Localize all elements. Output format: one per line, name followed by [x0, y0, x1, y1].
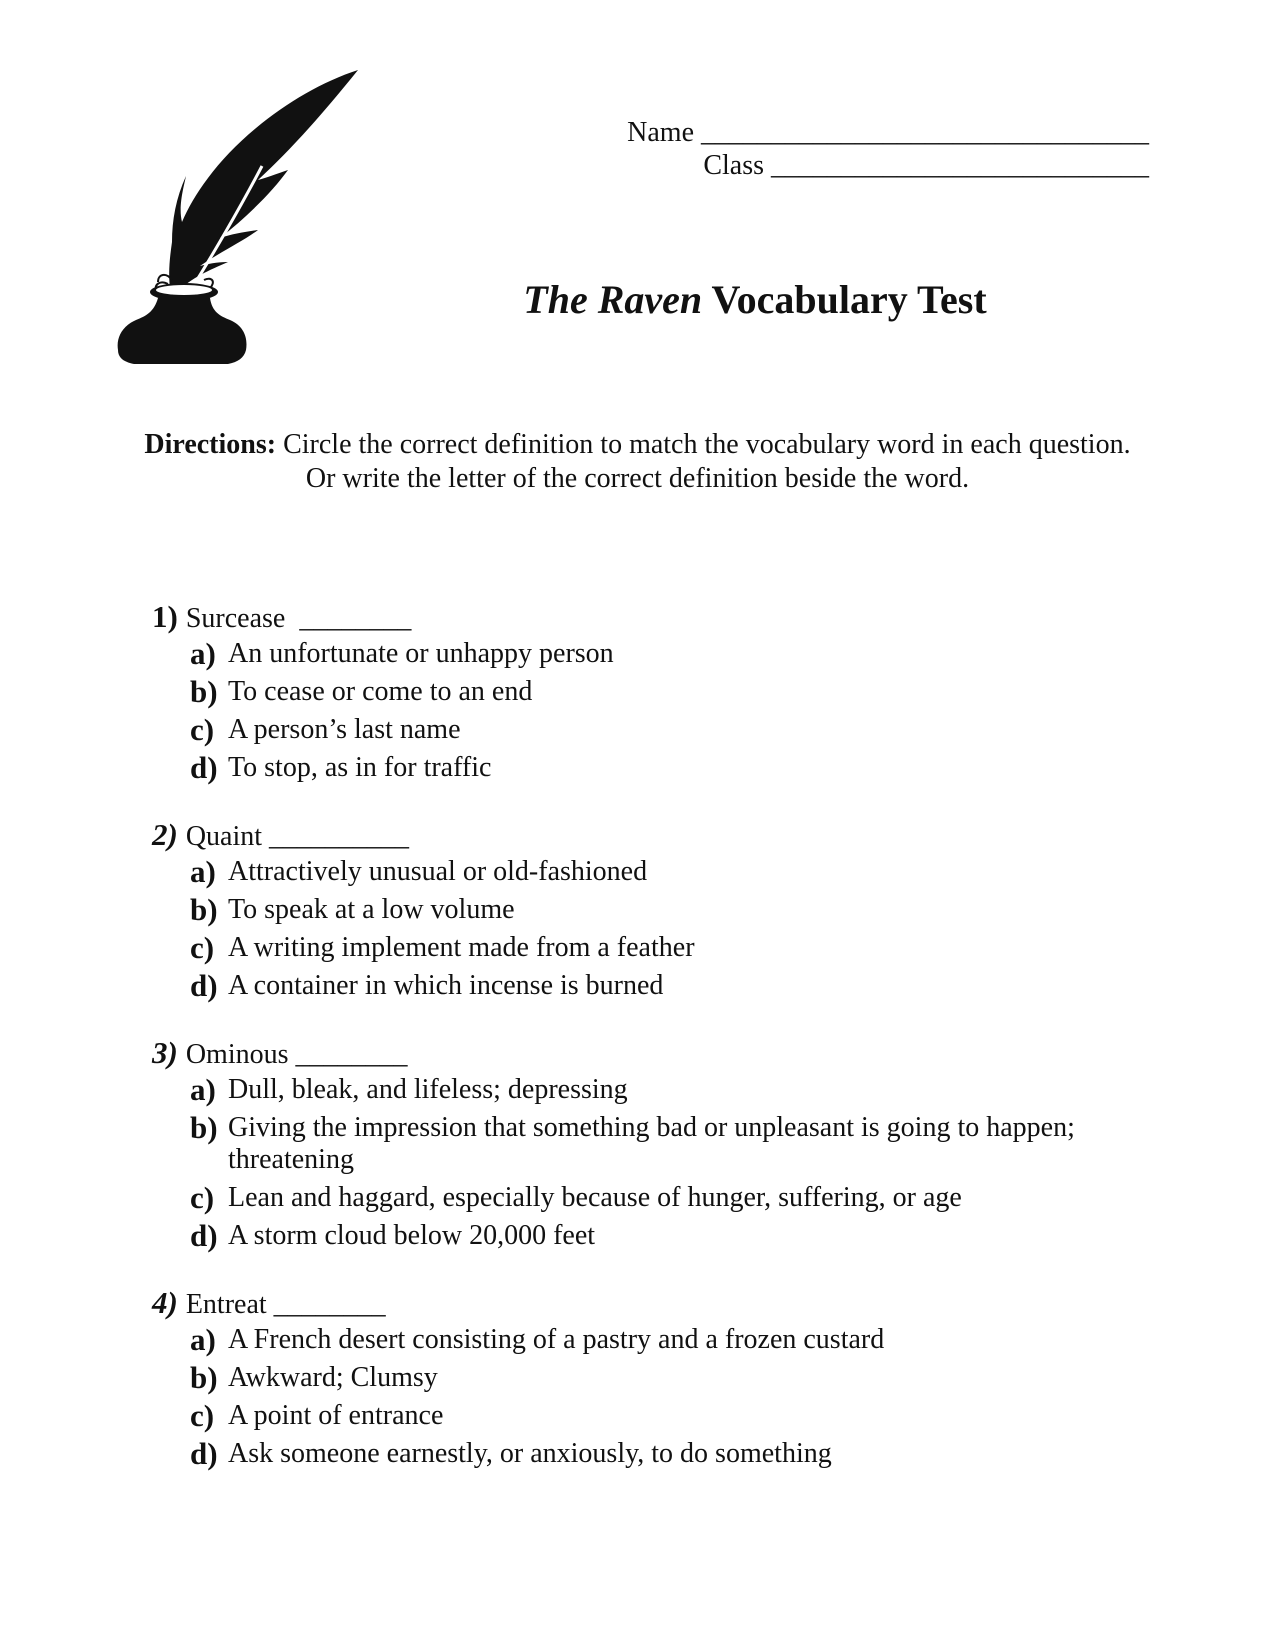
- question-1: [152, 598, 1132, 784]
- question-header: [152, 598, 1132, 638]
- option-letter: d): [190, 1436, 218, 1471]
- directions: [100, 428, 1175, 496]
- option-c[interactable]: [190, 1182, 1132, 1214]
- option-text: Lean and haggard, especially because of hunger, suffering, or age: [228, 1182, 962, 1213]
- option-letter: c): [190, 712, 215, 747]
- option-a[interactable]: [190, 1074, 1132, 1106]
- option-text: A container in which incense is burned: [228, 970, 664, 1001]
- directions-label: Directions:: [144, 429, 277, 460]
- option-a[interactable]: [190, 1324, 1132, 1356]
- question-header: [152, 1284, 1132, 1324]
- answer-blank[interactable]: ________: [273, 1289, 386, 1320]
- option-d[interactable]: [190, 970, 1132, 1002]
- option-text: A writing implement made from a feather: [228, 932, 695, 963]
- answer-blank[interactable]: __________: [269, 821, 410, 852]
- name-line[interactable]: [627, 116, 1149, 149]
- question-number: 2): [152, 817, 178, 852]
- directions-line-2: Or write the letter of the correct definition beside the word.: [305, 463, 970, 494]
- class-line[interactable]: [627, 149, 1149, 182]
- option-letter: c): [190, 1398, 215, 1433]
- question-list: [152, 598, 1132, 1502]
- option-letter: c): [190, 930, 215, 965]
- option-text: A storm cloud below 20,000 feet: [228, 1220, 596, 1251]
- option-letter: d): [190, 1218, 218, 1253]
- question-4: [152, 1284, 1132, 1470]
- option-letter: d): [190, 750, 218, 785]
- class-blank[interactable]: ___________________________: [771, 150, 1149, 181]
- option-d[interactable]: [190, 1220, 1132, 1252]
- option-list: [190, 638, 1132, 784]
- option-text: An unfortunate or unhappy person: [228, 638, 614, 669]
- option-text: A point of entrance: [228, 1400, 444, 1431]
- option-b[interactable]: [190, 894, 1132, 926]
- option-c[interactable]: [190, 1400, 1132, 1432]
- option-text: To speak at a low volume: [228, 894, 515, 925]
- option-letter: d): [190, 968, 218, 1003]
- option-letter: a): [190, 1072, 216, 1107]
- option-text: A French desert consisting of a pastry and a frozen custard: [228, 1324, 885, 1355]
- class-label: Class: [703, 150, 764, 181]
- question-header: [152, 1034, 1132, 1074]
- question-number: 3): [152, 1035, 178, 1070]
- option-text: Attractively unusual or old-fashioned: [228, 856, 648, 887]
- option-letter: a): [190, 636, 216, 671]
- title-rest: Vocabulary Test: [711, 277, 987, 322]
- option-list: [190, 1324, 1132, 1470]
- vocab-word: Ominous: [185, 1039, 289, 1070]
- vocab-word: Surcease: [185, 603, 286, 634]
- option-d[interactable]: [190, 752, 1132, 784]
- name-label: Name: [627, 117, 694, 148]
- option-c[interactable]: [190, 714, 1132, 746]
- option-text: Ask someone earnestly, or anxiously, to do something: [228, 1438, 832, 1469]
- option-text: To stop, as in for traffic: [228, 752, 492, 783]
- option-letter: b): [190, 674, 218, 709]
- option-text: Dull, bleak, and lifeless; depressing: [228, 1074, 628, 1105]
- vocab-word: Entreat: [185, 1289, 267, 1320]
- option-text: Giving the impression that something bad or unpleasant is going to happen; threatening: [228, 1112, 1075, 1175]
- page-title: [0, 276, 1275, 323]
- option-letter: b): [190, 892, 218, 927]
- question-header: [152, 816, 1132, 856]
- option-list: [190, 856, 1132, 1002]
- quill-inkwell-icon: [112, 66, 382, 382]
- name-blank[interactable]: ________________________________: [701, 117, 1149, 148]
- question-2: [152, 816, 1132, 1002]
- option-letter: a): [190, 854, 216, 889]
- option-d[interactable]: [190, 1438, 1132, 1470]
- student-info: [627, 116, 1149, 182]
- option-letter: b): [190, 1110, 218, 1145]
- title-work: The Raven: [523, 277, 703, 322]
- answer-blank[interactable]: ________: [295, 1039, 408, 1070]
- option-b[interactable]: [190, 1362, 1132, 1394]
- option-letter: a): [190, 1322, 216, 1357]
- question-3: [152, 1034, 1132, 1252]
- option-letter: b): [190, 1360, 218, 1395]
- vocab-word: Quaint: [185, 821, 263, 852]
- option-b[interactable]: [190, 1112, 1132, 1176]
- option-list: [190, 1074, 1132, 1252]
- option-b[interactable]: [190, 676, 1132, 708]
- answer-blank[interactable]: ________: [299, 603, 412, 634]
- option-text: A person’s last name: [228, 714, 461, 745]
- option-c[interactable]: [190, 932, 1132, 964]
- directions-line-1: Circle the correct definition to match the vocabulary word in each question.: [283, 429, 1131, 460]
- question-number: 1): [152, 599, 178, 634]
- option-letter: c): [190, 1180, 215, 1215]
- option-text: To cease or come to an end: [228, 676, 533, 707]
- option-a[interactable]: [190, 638, 1132, 670]
- option-text: Awkward; Clumsy: [228, 1362, 438, 1393]
- option-a[interactable]: [190, 856, 1132, 888]
- question-number: 4): [152, 1285, 178, 1320]
